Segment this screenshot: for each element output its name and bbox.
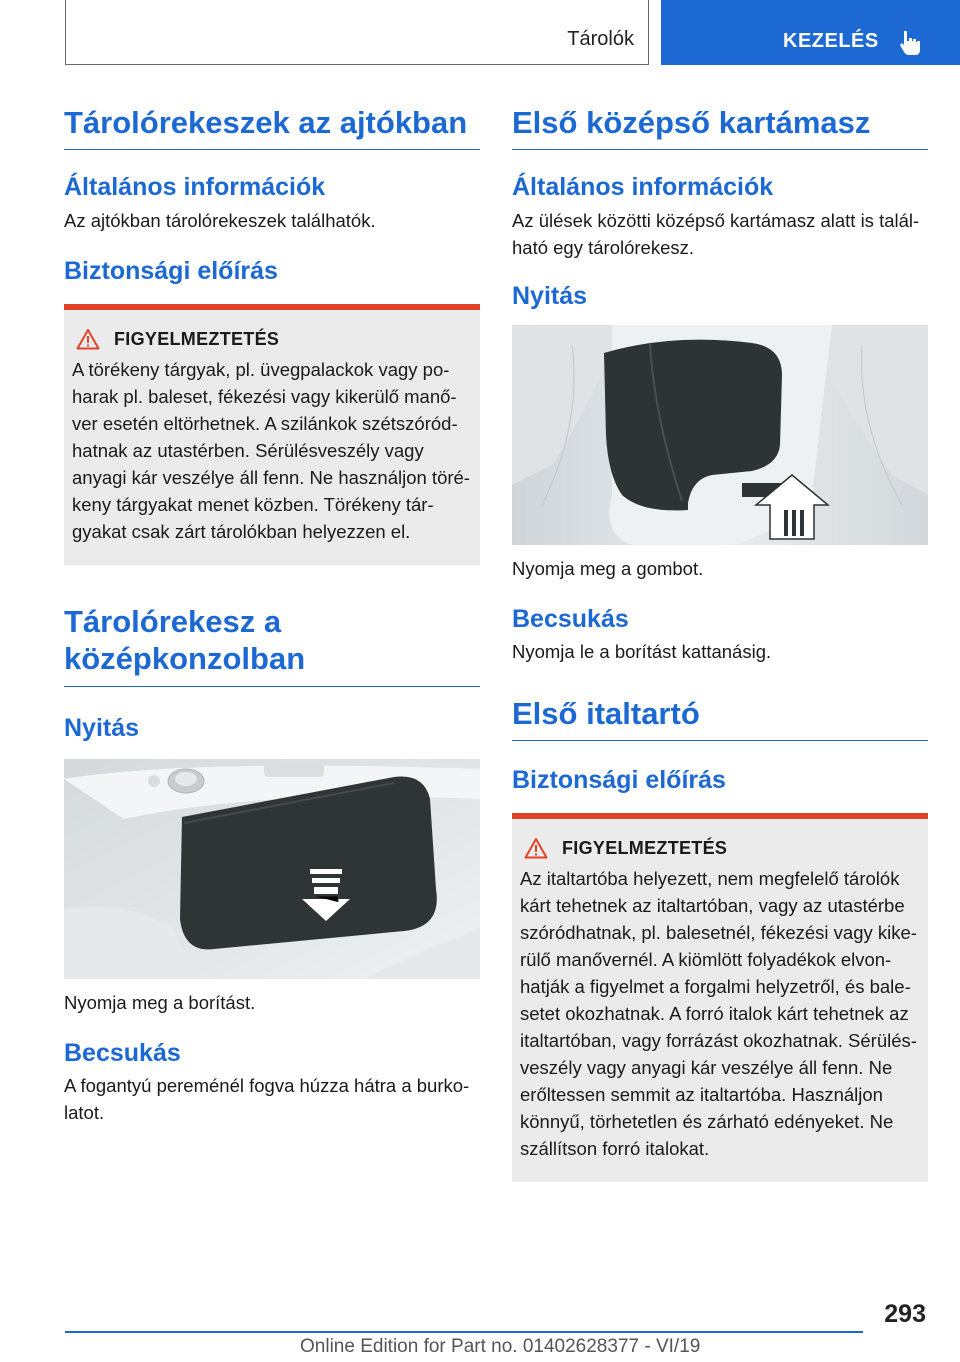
right-warning-line: veszély vagy anyagi kár veszélye áll fenn. Ne — [520, 1057, 893, 1079]
right-warning-line: kárt tehetnek az italtartóban, vagy az utastérbe — [520, 895, 905, 917]
left-close-heading: Becsukás — [64, 1038, 181, 1067]
left-warning-line: harak pl. baleset, fékezési vagy kikerülő manő- — [72, 386, 457, 408]
header-section-box — [65, 0, 649, 65]
right-close-text: Nyomja le a borítást kattanásig. — [512, 641, 772, 663]
right-column — [512, 104, 928, 1182]
left-warning-line: gyakat csak zárt tárolókban helyezzen el. — [72, 521, 411, 543]
hand-pointer-icon — [897, 28, 925, 56]
console-storage-title: Tárolórekesz a középkonzolban — [64, 603, 480, 686]
right-warning-line: italtartóban, vagy forrázást okozhatnak. Sérülés- — [520, 1030, 917, 1052]
header-chapter-tab[interactable] — [661, 0, 960, 65]
right-warning-line: könnyű, törhetetlen és zárható edényeket. Ne — [520, 1111, 894, 1133]
left-warning-line: A törékeny tárgyak, pl. üvegpalackok vagy po- — [72, 359, 450, 381]
left-warning-line: anyagi kár veszélye áll fenn. Ne használjon töré- — [72, 467, 470, 489]
console-cover-photo — [64, 759, 480, 979]
footer-rule — [65, 1331, 863, 1333]
left-column — [64, 104, 480, 1126]
right-general-line: ható egy tárolórekesz. — [512, 237, 695, 259]
right-warning-line: szóródhatnak, pl. balesetnél, fékezési vagy kike- — [520, 922, 917, 944]
footer-edition: Online Edition for Part no. 01402628377 - VI/19 — [300, 1336, 701, 1357]
page-number: 293 — [884, 1300, 926, 1328]
left-warning-box — [64, 304, 480, 565]
left-open-caption: Nyomja meg a borítást. — [64, 991, 256, 1013]
left-warning-line: keny tárgyakat menet közben. Törékeny tár- — [72, 494, 434, 516]
left-close-line: A fogantyú pereménél fogva húzza hátra a burko- — [64, 1074, 470, 1096]
left-warning-line: ver esetén eltörhetnek. A szilánkok szétszóród- — [72, 413, 458, 435]
left-general-heading: Általános információk — [64, 173, 326, 202]
right-warning-line: szállítson forró italokat. — [520, 1138, 710, 1160]
warning-triangle-icon — [524, 837, 548, 859]
header-section-title: Tárolók — [567, 28, 634, 50]
left-safety-heading: Biztonsági előírás — [64, 257, 278, 286]
left-close-line: latot. — [64, 1101, 105, 1123]
right-warning-box — [512, 813, 928, 1182]
left-open-heading: Nyitás — [64, 713, 140, 742]
right-warning-title: FIGYELMEZTETÉS — [562, 837, 728, 858]
door-storage-title: Tárolórekeszek az ajtókban — [64, 104, 480, 150]
left-warning-title: FIGYELMEZTETÉS — [114, 328, 280, 349]
right-close-heading: Becsukás — [512, 605, 629, 634]
right-warning-line: rülő manővernél. A kiömlött folyadékok elvon- — [520, 949, 892, 971]
right-warning-line: setet okozhatnak. A forró italok kárt tehetnek az — [520, 1003, 909, 1025]
right-safety-heading: Biztonsági előírás — [512, 766, 726, 795]
cupholder-title: Első italtartó — [512, 695, 928, 741]
warning-triangle-icon — [76, 328, 100, 350]
right-general-line: Az ülések közötti középső kartámasz alatt is talál- — [512, 210, 920, 232]
right-open-caption: Nyomja meg a gombot. — [512, 558, 704, 580]
right-warning-line: Az italtartóba helyezett, nem megfelelő tárolók — [520, 868, 900, 890]
right-warning-line: erőltessen semmit az italtartóba. Használjon — [520, 1084, 883, 1106]
right-open-heading: Nyitás — [512, 282, 588, 311]
header-chapter-label: KEZELÉS — [783, 30, 879, 52]
left-general-text: Az ajtókban tárolórekeszek találhatók. — [64, 210, 376, 232]
right-warning-line: hatják a figyelmet a forgalmi helyzetről, és bale- — [520, 976, 911, 998]
armrest-title: Első középső kartámasz — [512, 104, 928, 150]
right-general-heading: Általános információk — [512, 173, 774, 202]
armrest-photo — [512, 325, 928, 545]
left-warning-line: hatnak az utastérben. Sérülésveszély vagy — [72, 440, 424, 462]
